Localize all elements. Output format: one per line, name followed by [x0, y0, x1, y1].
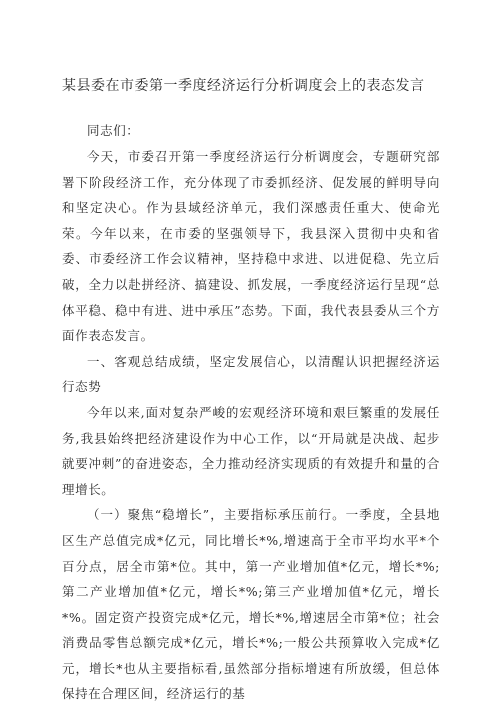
document-title: 某县委在市委第一季度经济运行分析调度会上的表态发言: [62, 78, 425, 94]
section-heading-1: 一、客观总结成绩，坚定发展信心，以清醒认识把握经济运行态势: [62, 353, 440, 395]
document-body: [62, 118, 440, 707]
paragraph-intro: 今天，市委召开第一季度经济运行分析调度会，专题研究部署下阶段经济工作，充分体现了市委抓经济、促发展的鲜明导向和坚定决心。作为县域经济单元，我们深感责任重大、使命光荣。今年以来，在市委的坚强领导下，我县深入贯彻中央和省委、市委经济工作会议精神，坚持稳中求进、以进促稳、先立后破，全力以赴拼经济、搞建设、抓发展，一季度经济运行呈现“总体平稳、稳中有进、进中承压”态势。下面，我代表县委从三个方面作表态发言。: [62, 149, 440, 344]
paragraph-stable-growth: （一）聚焦“稳增长”，主要指标承压前行。一季度，全县地区生产总值完成*亿元，同比增长*%,增速高于全市平均水平*个百分点，居全市第*位。其中，第一产业增加值*亿元，增长*%;第二产业增加值*亿元，增长*%;第三产业增加值*亿元，增长*%。固定资产投资完成*亿元，增长*%,增速居全市第*位；社会消费品零售总额完成*亿元，增长*%;一般公共预算收入完成*亿元，增长*也从主要指标看,虽然部分指标增速有所放缓，但总体保持在合理区间，经济运行的基: [62, 507, 440, 702]
paragraph-section-1-overview: 今年以来,面对复杂严峻的宏观经济环境和艰巨繁重的发展任务,我县始终把经济建设作为中心工作，以“开局就是决战、起步就要冲刺”的奋进姿态，全力推动经济实现质的有效提升和量的合理增长。: [62, 404, 440, 497]
salutation: 同志们：: [87, 123, 140, 138]
